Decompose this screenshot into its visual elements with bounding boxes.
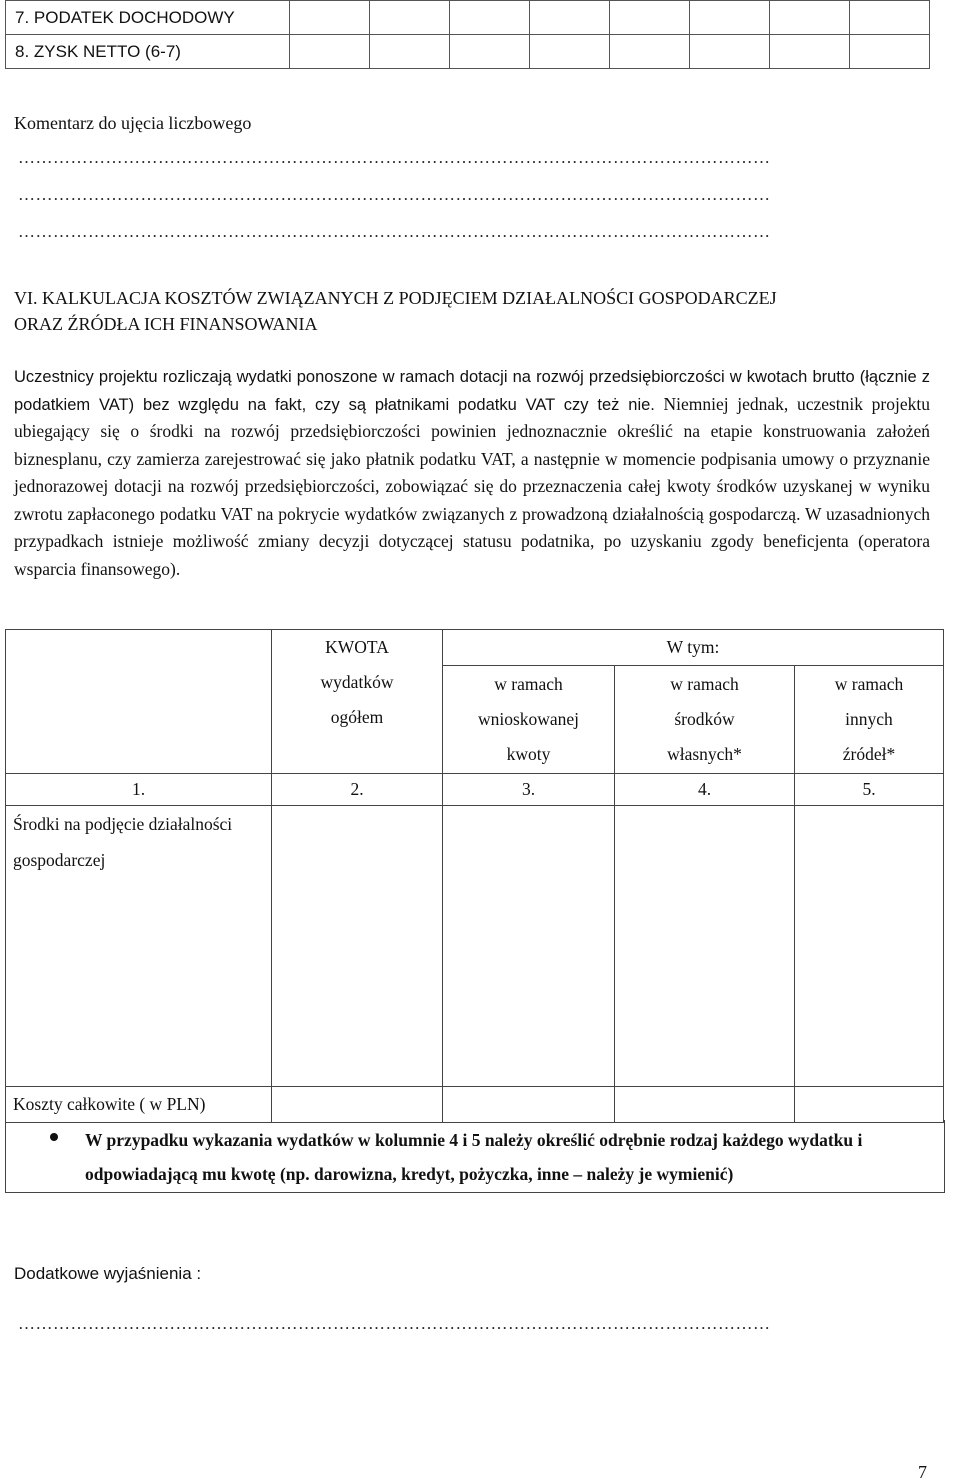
header-requested-line-1: w ramach — [494, 674, 563, 694]
header-empty-cell — [6, 630, 272, 774]
vat-paragraph-part-1: Uczestnicy projektu rozliczają wydatki ponoszone w ramach dotacji na rozwój przedsiębiorczości w kwotach brutto (łącznie z podatkiem VAT) bez względu na fakt, czy są płatnikami podatku VAT czy też nie. — [14, 368, 930, 414]
row-label-tax: 7. PODATEK DOCHODOWY — [6, 1, 290, 35]
value-cell — [290, 1, 370, 35]
value-cell — [450, 35, 530, 69]
value-cell — [530, 35, 610, 69]
value-cell — [443, 806, 615, 1087]
header-other-line-1: w ramach — [834, 674, 904, 694]
note-text: W przypadku wykazania wydatków w kolumnie 4 i 5 należy określić odrębnie rodzaj każdego wydatku i odpowiadającą mu kwotę (np. darowizna, kredyt, pożyczka, inne – należy je wymienić) — [85, 1130, 863, 1184]
header-total-amount — [272, 630, 443, 774]
header-own-line-1: w ramach — [670, 674, 739, 694]
value-cell — [450, 1, 530, 35]
note-box — [5, 1120, 945, 1193]
table-row — [6, 1, 930, 35]
value-cell — [615, 806, 795, 1087]
header-requested-amount — [443, 666, 615, 774]
value-cell — [610, 1, 690, 35]
header-own-line-3: własnych* — [667, 744, 742, 764]
section-heading-line-2: ORAZ ŹRÓDŁA ICH FINANSOWANIA — [14, 314, 318, 334]
extra-explanations-label: Dodatkowe wyjaśnienia : — [14, 1264, 202, 1283]
vat-paragraph — [14, 364, 930, 583]
value-cell — [690, 35, 770, 69]
table-row — [6, 1087, 944, 1123]
value-cell — [770, 35, 850, 69]
value-cell — [850, 35, 930, 69]
header-requested-line-3: kwoty — [506, 744, 551, 764]
value-cell — [530, 1, 610, 35]
header-own-funds — [615, 666, 795, 774]
header-total-line-3: ogółem — [330, 707, 384, 727]
table-row — [6, 806, 944, 1087]
column-number: 3. — [443, 774, 615, 806]
value-cell — [795, 806, 944, 1087]
header-total-line-1: KWOTA — [325, 637, 389, 657]
comment-dots-line-2: ………………………………………………………………………………………………………………… — [18, 185, 771, 204]
column-number-row — [6, 774, 944, 806]
column-number: 5. — [795, 774, 944, 806]
header-w-tym: W tym: — [443, 630, 944, 666]
value-cell — [290, 35, 370, 69]
value-cell — [443, 1087, 615, 1123]
page-number: 7 — [918, 1462, 927, 1482]
value-cell — [370, 1, 450, 35]
header-requested-line-2: wnioskowanej — [477, 709, 580, 729]
row-label-startup-funds — [6, 806, 272, 1087]
table-row — [6, 35, 930, 69]
comment-label: Komentarz do ujęcia liczbowego — [14, 113, 252, 133]
row-label-total-costs: Koszty całkowite ( w PLN) — [6, 1087, 272, 1123]
column-number: 1. — [6, 774, 272, 806]
column-number: 4. — [615, 774, 795, 806]
header-own-line-2: środków — [674, 709, 735, 729]
section-heading-line-1: VI. KALKULACJA KOSZTÓW ZWIĄZANYCH Z PODJĘCIEM DZIAŁALNOŚCI GOSPODARCZEJ — [14, 288, 777, 308]
value-cell — [850, 1, 930, 35]
summary-rows-table — [5, 0, 930, 69]
value-cell — [272, 806, 443, 1087]
value-cell — [795, 1087, 944, 1123]
row-label-net-profit: 8. ZYSK NETTO (6-7) — [6, 35, 290, 69]
header-total-line-2: wydatków — [320, 672, 394, 692]
comment-dots-line-3: ………………………………………………………………………………………………………………… — [18, 222, 771, 241]
value-cell — [272, 1087, 443, 1123]
header-row — [6, 630, 944, 666]
value-cell — [370, 35, 450, 69]
value-cell — [615, 1087, 795, 1123]
value-cell — [690, 1, 770, 35]
vat-paragraph-part-2: Niemniej jednak, uczestnik projektu ubiegający się o środki na rozwój przedsiębiorczości powinien jednoznacznie określić na etapie konstruowania założeń biznesplanu, czy zamierza zarejestrować się jako płatnik podatku VAT, a następnie w momencie podpisania umowy o przyznanie jednorazowej dotacji na rozwój przedsiębiorczości, zobowiązać się do przeznaczenia całej kwoty środków uzyskanej w wyniku zwrotu zapłaconego podatku VAT na pokrycie wydatków związanych z prowadzoną działalnością gospodarczą. W uzasadnionych przypadkach istnieje możliwość zmiany decyzji dotyczącej statusu podatnika, po uzyskaniu zgody beneficjenta (operatora wsparcia finansowego). — [14, 393, 930, 579]
extra-dots-line: ………………………………………………………………………………………………………………… — [18, 1314, 771, 1333]
comment-dots-line-1: ………………………………………………………………………………………………………………… — [18, 148, 771, 167]
header-other-sources — [795, 666, 944, 774]
header-other-line-2: innych — [845, 709, 893, 729]
value-cell — [610, 35, 690, 69]
bullet-icon — [50, 1133, 58, 1141]
row-label-line-1: Środki na podjęcie działalności — [13, 814, 233, 834]
row-label-line-2: gospodarczej — [13, 850, 106, 870]
column-number: 2. — [272, 774, 443, 806]
header-other-line-3: źródeł* — [842, 744, 896, 764]
cost-calculation-table — [5, 629, 944, 1123]
value-cell — [770, 1, 850, 35]
section-heading — [14, 285, 944, 337]
